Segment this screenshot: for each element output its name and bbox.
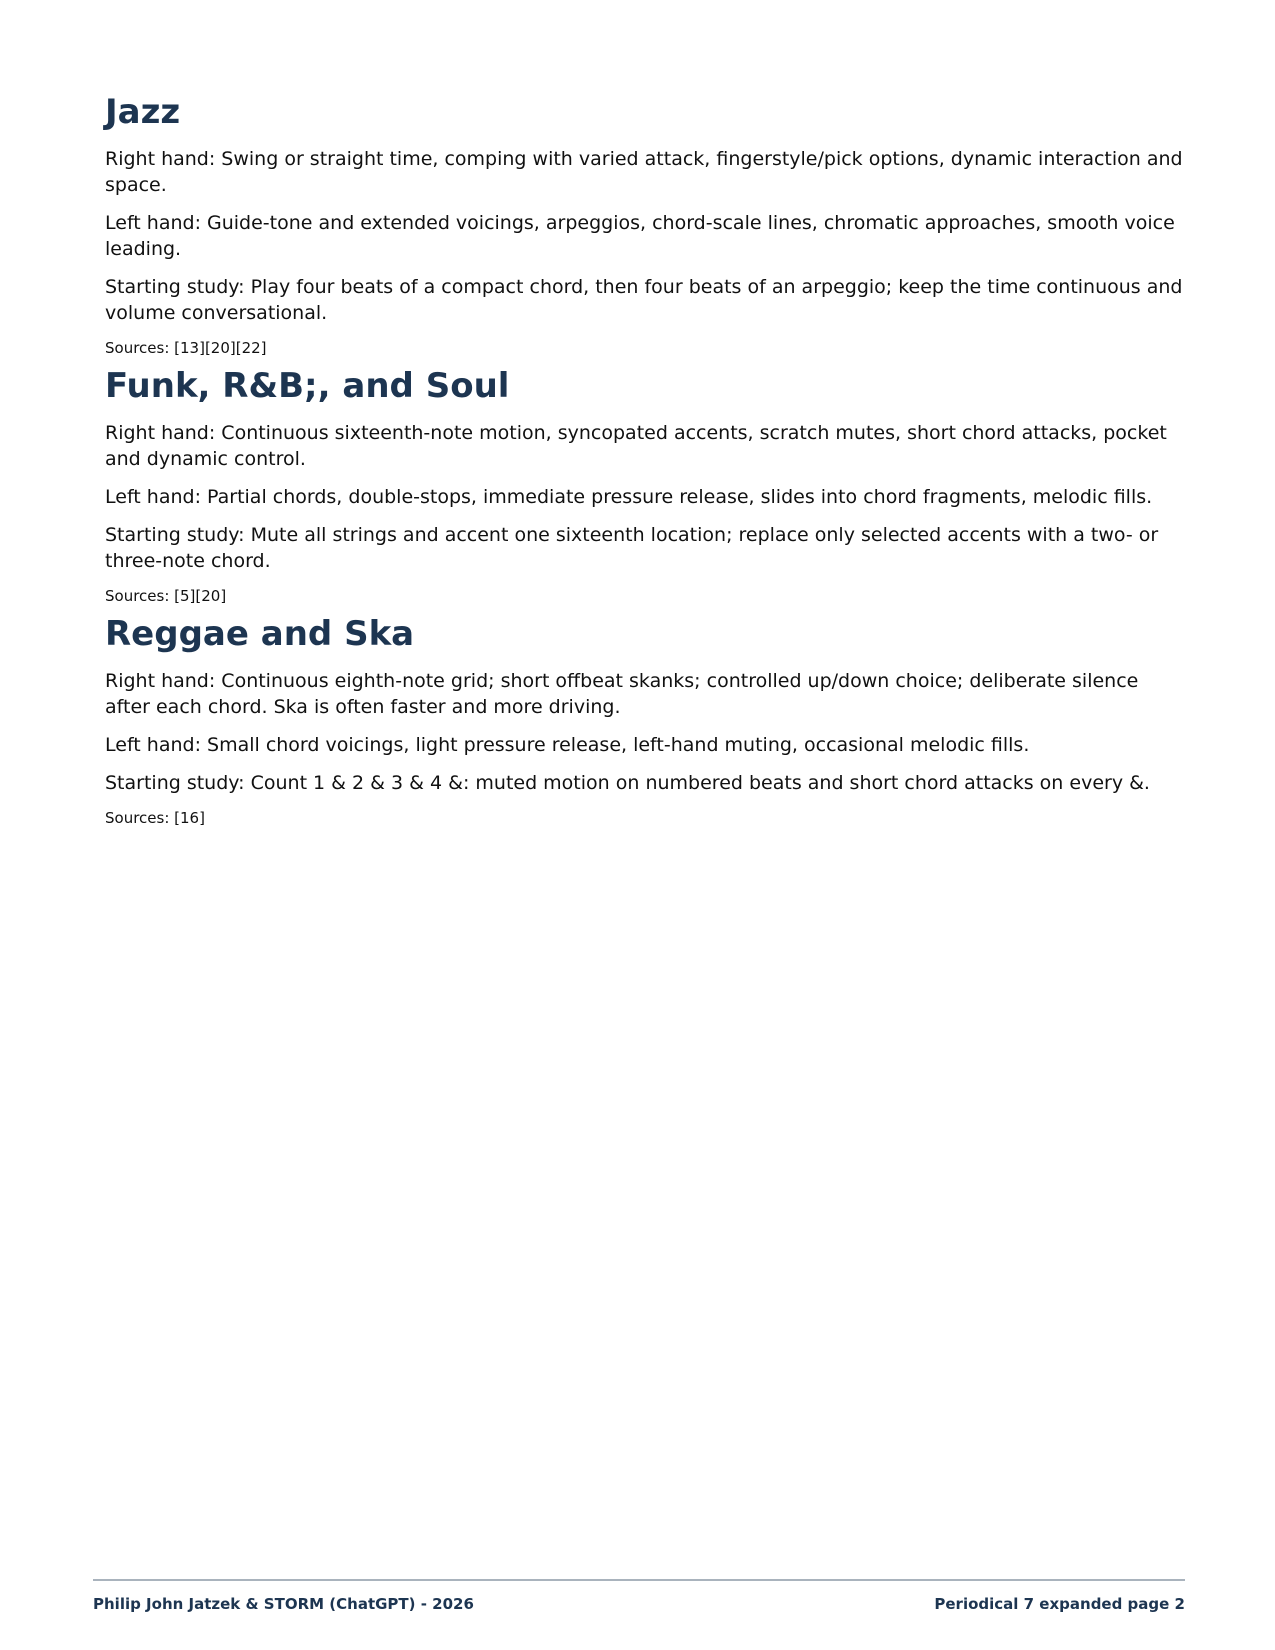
section-title: Reggae and Ska <box>105 614 415 654</box>
footer-divider <box>93 1579 1185 1581</box>
page-footer <box>93 1594 1185 1614</box>
section-jazz <box>105 90 1185 358</box>
sources-line: Sources: [16] <box>105 809 205 827</box>
starting-study-paragraph: Starting study: Mute all strings and accent one sixteenth location; replace only selected accents with a two- or three-note chord. <box>105 524 1159 572</box>
footer-page-label: Periodical 7 expanded page 2 <box>934 1595 1185 1613</box>
section-funk-rnb-soul <box>105 364 1185 606</box>
sources-line: Sources: [13][20][22] <box>105 339 267 357</box>
sources-line: Sources: [5][20] <box>105 587 227 605</box>
left-hand-paragraph: Left hand: Small chord voicings, light pressure release, left-hand muting, occasional melodic fills. <box>105 734 1030 756</box>
section-title: Funk, R&B;, and Soul <box>105 366 510 406</box>
left-hand-paragraph: Left hand: Guide-tone and extended voicings, arpeggios, chord-scale lines, chromatic approaches, smooth voice leading. <box>105 212 1175 260</box>
starting-study-paragraph: Starting study: Play four beats of a compact chord, then four beats of an arpeggio; keep the time continuous and volume conversational. <box>105 276 1183 324</box>
right-hand-paragraph: Right hand: Continuous eighth-note grid; short offbeat skanks; controlled up/down choice; deliberate silence after each chord. Ska is often faster and more driving. <box>105 670 1139 718</box>
footer-author: Philip John Jatzek & STORM (ChatGPT) - 2026 <box>93 1595 474 1613</box>
starting-study-paragraph: Starting study: Count 1 & 2 & 3 & 4 &: muted motion on numbered beats and short chord attacks on every &. <box>105 772 1150 794</box>
right-hand-paragraph: Right hand: Continuous sixteenth-note motion, syncopated accents, scratch mutes, short chord attacks, pocket and dynamic control. <box>105 422 1167 470</box>
right-hand-paragraph: Right hand: Swing or straight time, comping with varied attack, fingerstyle/pick options, dynamic interaction and space. <box>105 148 1183 196</box>
section-title: Jazz <box>105 92 181 132</box>
section-reggae-ska <box>105 612 1185 828</box>
document-body <box>105 90 1185 834</box>
left-hand-paragraph: Left hand: Partial chords, double-stops, immediate pressure release, slides into chord fragments, melodic fills. <box>105 486 1153 508</box>
